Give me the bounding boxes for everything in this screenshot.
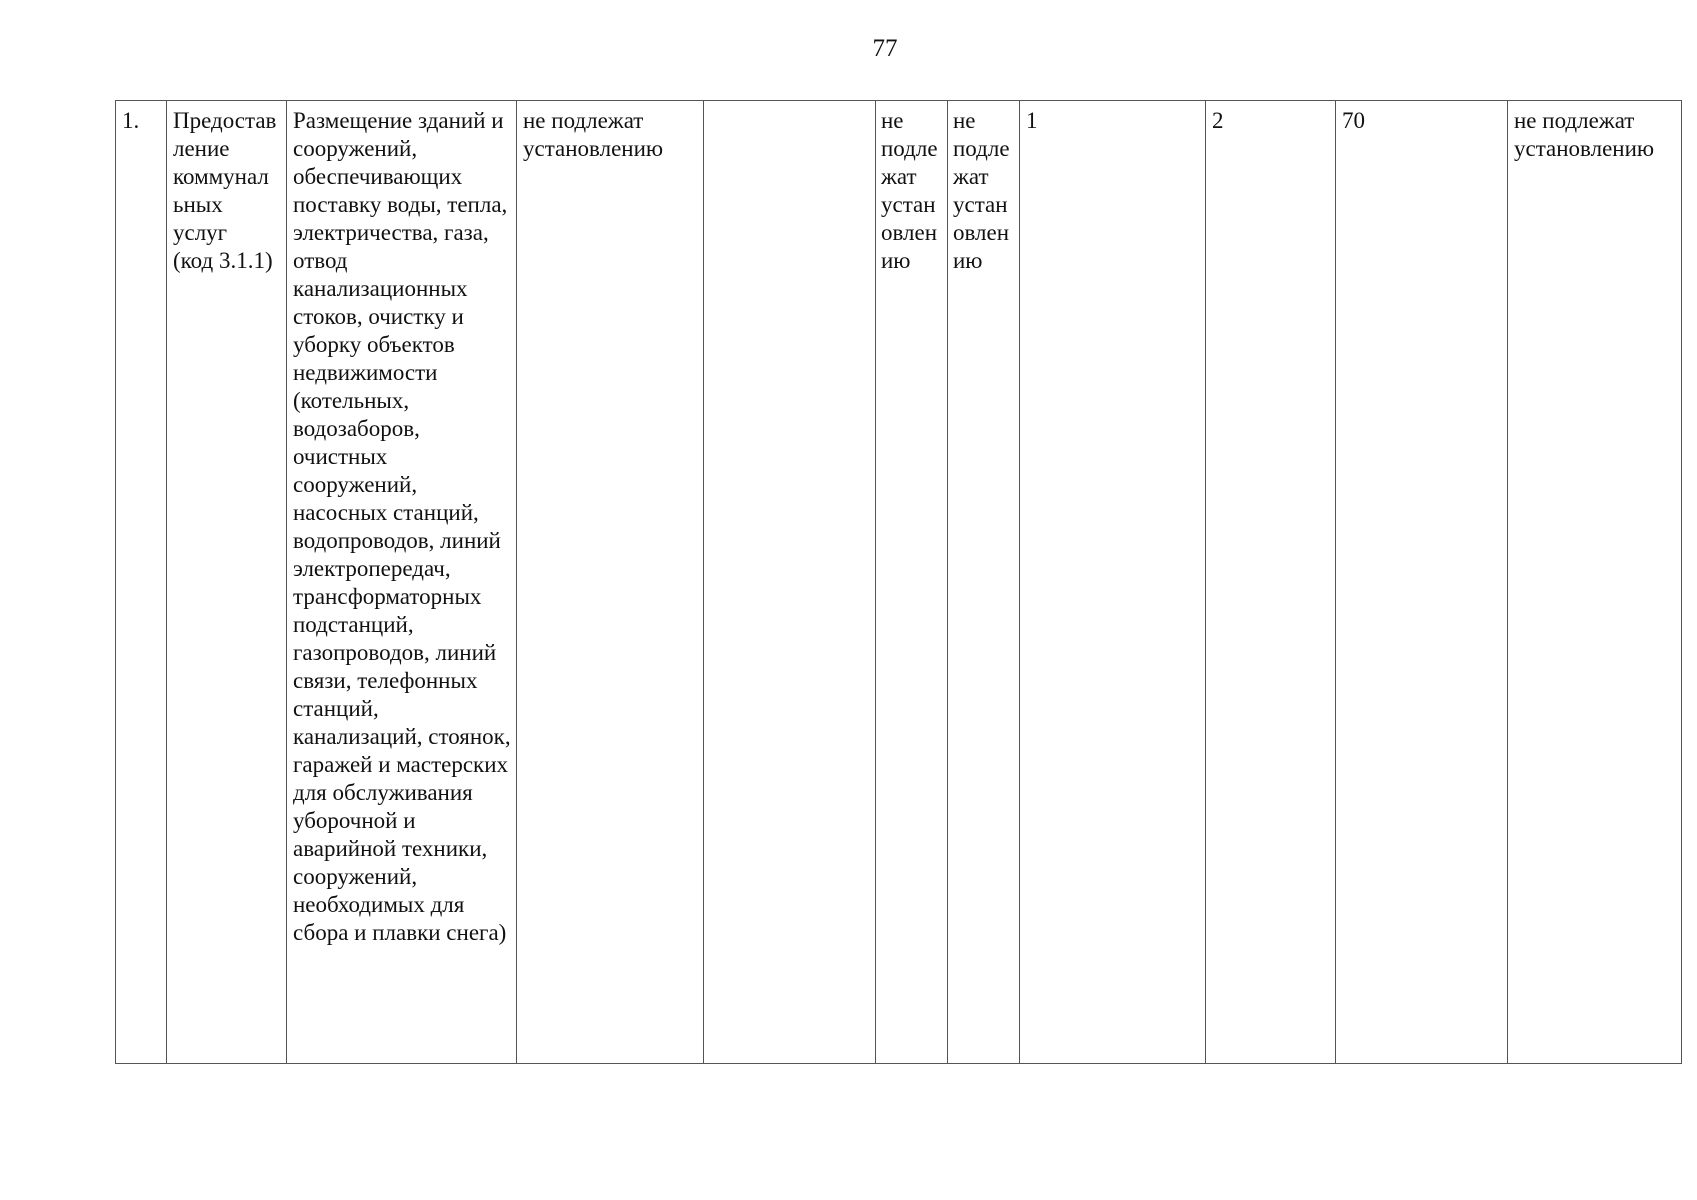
cell-permitted-use-description: Размещение зданий и сооружений, обеспечивающих поставку воды, тепла, электричества, газа, отвод канализационных стоков, очистку и уборку объектов недвижимости (котельных, водозаборов, очистных сооружений, насосных станций, водопроводов, линий электропередач, трансформаторных подстанций, газопроводов, линий связи, телефонных станций, канализаций, стоянок, гаражей и мастерских для обслуживания уборочной и аварийной техники, сооружений, необходимых для сбора и плавки снега) [287, 101, 517, 1064]
page-number: 77 [872, 35, 898, 62]
cell-column-11: не подлежат установлению [1508, 101, 1682, 1064]
cell-column-5 [704, 101, 876, 1064]
cell-number: 1. [116, 101, 167, 1064]
cell-column-8: 1 [1020, 101, 1206, 1064]
cell-permitted-use-name: Предостав ление коммунал ьных услуг (код 3.1.1) [167, 101, 287, 1064]
zoning-table [115, 100, 1682, 1064]
cell-column-9: 2 [1206, 101, 1336, 1064]
cell-column-10: 70 [1336, 101, 1508, 1064]
cell-column-4: не подлежат установлению [517, 101, 704, 1064]
cell-column-6: не подле жат устан овлен ию [876, 101, 948, 1064]
cell-column-7: не подле жат устан овлен ию [948, 101, 1020, 1064]
table-row [116, 101, 1682, 1064]
